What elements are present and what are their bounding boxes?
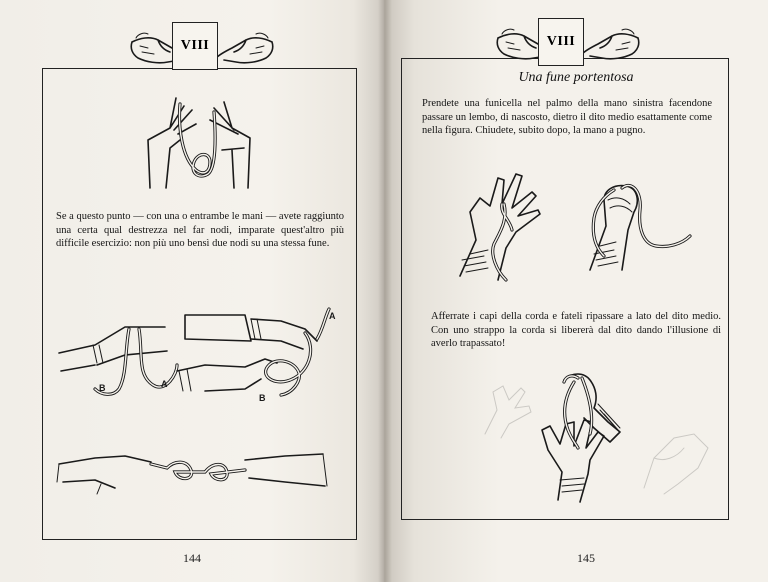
illustration-hands-single-knot bbox=[140, 88, 260, 193]
label-a-left: A bbox=[161, 379, 168, 389]
right-paragraph-1: Prendete una funicella nel palmo della mano sinistra facendone passare un lembo, di nascosto, dietro il dito medio esattamente come nella figura. Chiudete, subito dopo, la mano a pugno. bbox=[422, 98, 712, 136]
left-paragraph: Se a questo punto — con una o entrambe le mani — avete raggiunto una certa qual destrezza nel far nodi, imparate quest'altro più difficile esercizio: non più uno bensì due nodi su una stessa fune. bbox=[56, 211, 344, 249]
book-gutter bbox=[378, 0, 392, 582]
pointing-hand-right-icon bbox=[580, 24, 642, 66]
bleed-through-sketch-left bbox=[479, 380, 539, 440]
page-number-right: 145 bbox=[577, 551, 595, 565]
illustration-two-knots-labeled bbox=[55, 305, 355, 415]
label-b-right: B bbox=[259, 393, 266, 403]
illustration-rope-two-knots bbox=[55, 448, 350, 498]
right-paragraph-2: Afferrate i capi della corda e fateli ripassare a lato del dito medio. Con uno strappo la corda si libererà dal dito dando l'illusione di averlo trapassato! bbox=[431, 311, 721, 349]
illustration-hand-and-fist bbox=[454, 170, 714, 285]
pointing-hand-right-icon bbox=[214, 28, 276, 70]
chapter-badge-left: VIII bbox=[172, 22, 218, 70]
label-b-left: B bbox=[99, 383, 106, 393]
chapter-badge-right: VIII bbox=[538, 18, 584, 66]
chapter-title: Una fune portentosa bbox=[518, 70, 634, 85]
page-number-left: 144 bbox=[183, 551, 201, 565]
right-page bbox=[384, 0, 768, 582]
bleed-through-sketch-right bbox=[634, 418, 714, 498]
label-a-right: A bbox=[329, 311, 336, 321]
